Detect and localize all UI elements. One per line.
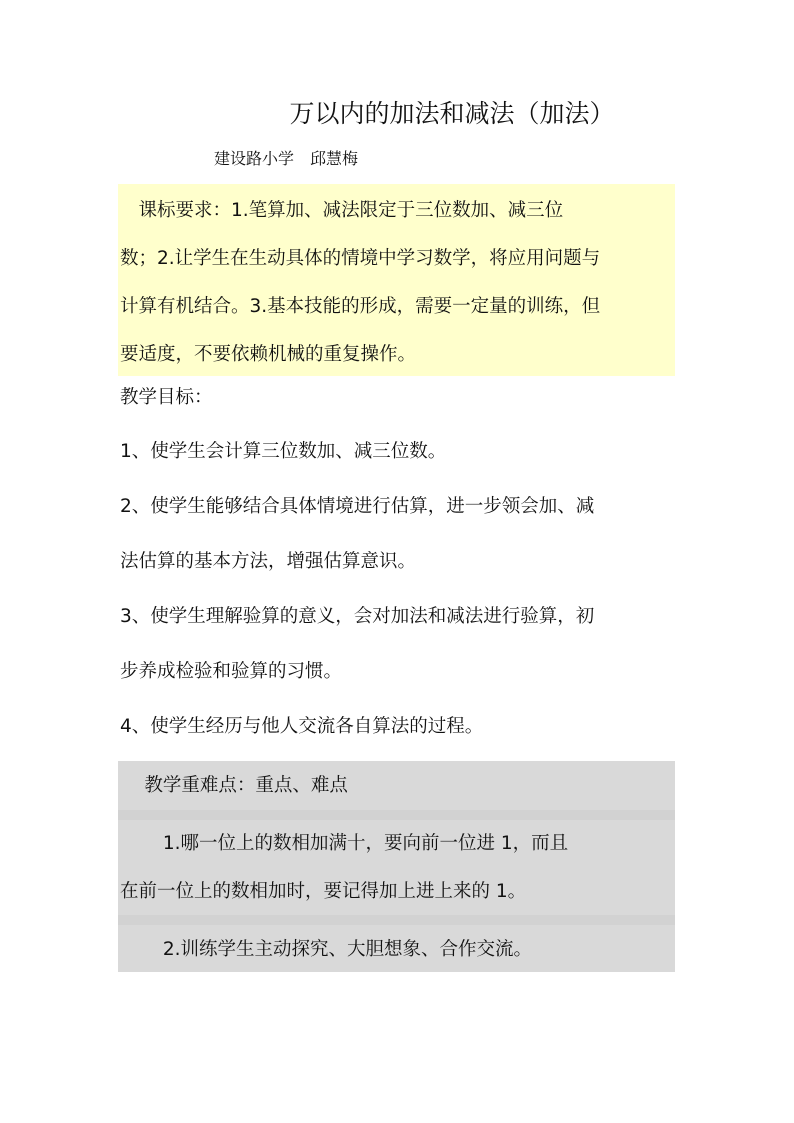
key-point-2: 2.训练学生主动探究、大胆想象、合作交流。 xyxy=(120,939,533,960)
key-point-1-line-1: 1.哪一位上的数相加满十，要向前一位进 1，而且 xyxy=(120,833,569,854)
objective-item-2-line-1: 2、使学生能够结合具体情境进行估算，进一步领会加、减 xyxy=(120,496,595,517)
document-title: 万以内的加法和减法（加法） xyxy=(289,99,615,128)
key-point-1-line-2: 在前一位上的数相加时，要记得加上进上来的 1。 xyxy=(120,881,527,902)
objective-item-3-line-1: 3、使学生理解验算的意义，会对加法和减法进行验算，初 xyxy=(120,606,595,627)
author-line: 建设路小学 邱慧梅 xyxy=(214,149,359,168)
curriculum-line-1: 课标要求：1.笔算加、减法限定于三位数加、减三位 xyxy=(120,200,564,221)
objective-item-2-line-2: 法估算的基本方法，增强估算意识。 xyxy=(120,551,417,572)
key-points-divider xyxy=(118,810,675,820)
objective-item-3-line-2: 步养成检验和验算的习惯。 xyxy=(120,661,343,682)
objective-item-1: 1、使学生会计算三位数加、减三位数。 xyxy=(120,441,447,462)
key-points-heading: 教学重难点：重点、难点 xyxy=(120,775,348,796)
curriculum-line-2: 数；2.让学生在生动具体的情境中学习数学，将应用问题与 xyxy=(120,248,601,269)
key-points-divider xyxy=(118,915,675,925)
objective-item-4: 4、使学生经历与他人交流各自算法的过程。 xyxy=(120,716,484,737)
objectives-heading: 教学目标： xyxy=(120,387,213,408)
curriculum-line-4: 要适度，不要依赖机械的重复操作。 xyxy=(120,344,417,365)
curriculum-line-3: 计算有机结合。3.基本技能的形成，需要一定量的训练，但 xyxy=(120,296,601,317)
